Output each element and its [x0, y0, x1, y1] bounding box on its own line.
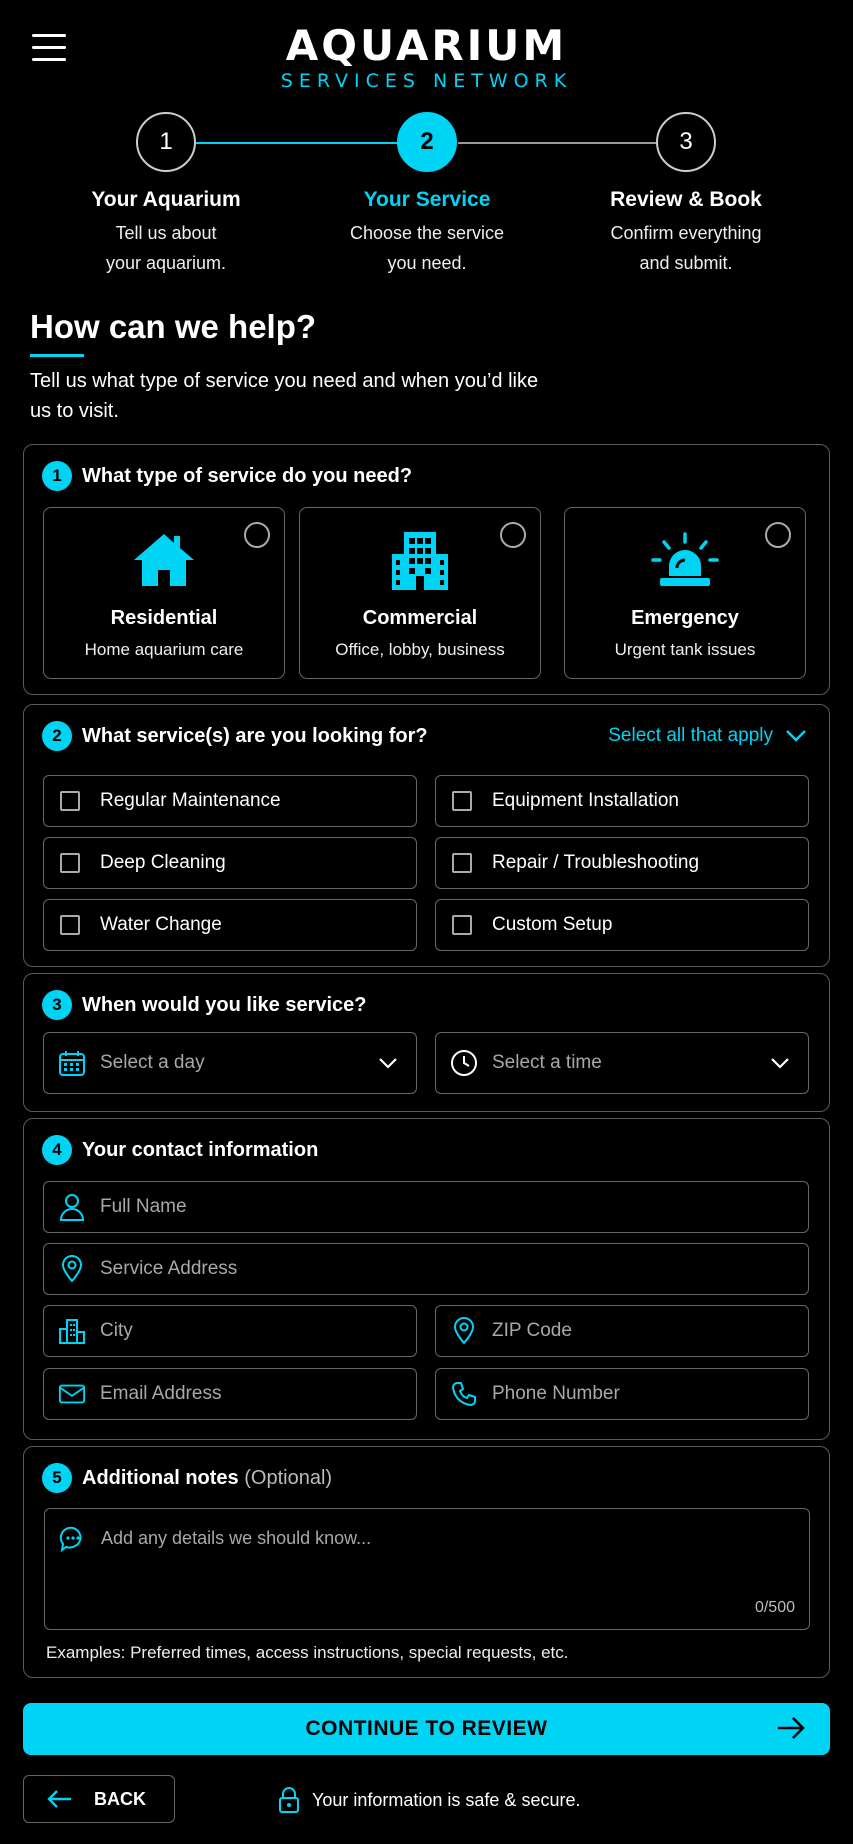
section-header — [42, 721, 428, 751]
address-input[interactable] — [43, 1243, 809, 1295]
chevron-down-icon — [378, 1057, 398, 1069]
select-all-toggle[interactable] — [608, 725, 807, 747]
step-title: Your Service — [363, 188, 491, 211]
chevron-down-icon — [785, 729, 807, 743]
section-title: Additional notes (Optional) — [82, 1466, 333, 1489]
house-icon — [44, 530, 284, 594]
service-type-emergency[interactable] — [564, 507, 806, 679]
siren-icon — [565, 530, 805, 594]
security-text: Your information is safe & secure. — [312, 1789, 581, 1810]
checkbox-label: Water Change — [100, 914, 222, 935]
step-desc: Confirm everything and submit. — [610, 223, 762, 273]
tile-desc: Office, lobby, business — [335, 640, 505, 659]
day-select[interactable] — [43, 1032, 417, 1094]
back-button[interactable] — [23, 1775, 175, 1823]
section-number: 4 — [42, 1135, 72, 1165]
section-title: What type of service do you need? — [82, 464, 413, 487]
chat-bubble-icon — [59, 1525, 87, 1558]
progress-stepper — [0, 112, 853, 282]
tile-name: Commercial — [362, 607, 478, 629]
checkbox[interactable] — [60, 853, 80, 873]
checkbox-label: Repair / Troubleshooting — [492, 852, 700, 873]
service-type-card — [23, 444, 830, 695]
building-icon — [300, 530, 540, 594]
section-header — [42, 1135, 318, 1165]
section-title: When would you like service? — [82, 993, 367, 1016]
tile-name: Emergency — [631, 607, 739, 629]
step-your-service[interactable] — [317, 112, 537, 278]
step-number: 2 — [397, 112, 457, 172]
checkbox-label: Equipment Installation — [492, 790, 679, 811]
envelope-icon — [58, 1380, 86, 1408]
zip-placeholder: ZIP Code — [492, 1320, 572, 1341]
checkbox[interactable] — [60, 791, 80, 811]
logo — [0, 21, 853, 92]
section-number: 1 — [42, 461, 72, 491]
section-number: 3 — [42, 990, 72, 1020]
step-number: 1 — [136, 112, 196, 172]
section-title: Your contact information — [82, 1138, 319, 1161]
security-note — [278, 1786, 580, 1814]
city-placeholder: City — [100, 1320, 133, 1341]
email-input[interactable] — [43, 1368, 417, 1420]
title-underline — [30, 354, 84, 357]
checkbox[interactable] — [452, 791, 472, 811]
checkbox-label: Regular Maintenance — [100, 790, 281, 811]
full-name-input[interactable] — [43, 1181, 809, 1233]
services-card — [23, 704, 830, 967]
address-placeholder: Service Address — [100, 1258, 238, 1279]
checkbox-custom-setup[interactable] — [435, 899, 809, 951]
checkbox[interactable] — [60, 915, 80, 935]
continue-label: CONTINUE TO REVIEW — [305, 1717, 548, 1740]
user-icon — [58, 1193, 86, 1221]
step-review-book[interactable] — [576, 112, 796, 278]
checkbox[interactable] — [452, 853, 472, 873]
section-header — [42, 461, 412, 491]
location-pin-icon — [58, 1255, 86, 1283]
back-label: BACK — [94, 1788, 146, 1809]
checkbox-regular-maintenance[interactable] — [43, 775, 417, 827]
step-desc: Choose the service you need. — [349, 223, 505, 273]
section-number: 5 — [42, 1463, 72, 1493]
checkbox[interactable] — [452, 915, 472, 935]
step-title: Your Aquarium — [91, 188, 241, 211]
arrow-right-icon — [776, 1715, 806, 1741]
section-header — [42, 990, 367, 1020]
checkbox-label: Deep Cleaning — [100, 852, 226, 873]
time-placeholder: Select a time — [492, 1052, 602, 1073]
step-title: Review & Book — [610, 188, 762, 211]
arrow-left-icon — [46, 1789, 72, 1809]
tile-desc: Urgent tank issues — [614, 640, 756, 659]
page-intro: Tell us what type of service you need and when you’d like us to visit. — [30, 370, 539, 422]
service-type-residential[interactable] — [43, 507, 285, 679]
notes-card — [23, 1446, 830, 1678]
schedule-card — [23, 973, 830, 1112]
phone-icon — [450, 1380, 478, 1408]
service-type-commercial[interactable] — [299, 507, 541, 679]
step-number: 3 — [656, 112, 716, 172]
checkbox-deep-cleaning[interactable] — [43, 837, 417, 889]
contact-card — [23, 1118, 830, 1440]
day-placeholder: Select a day — [100, 1052, 205, 1073]
step-desc: Tell us about your aquarium. — [105, 223, 227, 273]
zip-input[interactable] — [435, 1305, 809, 1357]
notes-textarea[interactable] — [44, 1508, 810, 1630]
phone-input[interactable] — [435, 1368, 809, 1420]
lock-icon — [278, 1786, 300, 1814]
logo-main: AQUARIUM — [285, 21, 568, 70]
tile-desc: Home aquarium care — [84, 640, 244, 659]
email-placeholder: Email Address — [100, 1383, 222, 1404]
logo-sub: SERVICES NETWORK — [280, 70, 573, 92]
checkbox-label: Custom Setup — [492, 914, 613, 935]
time-select[interactable] — [435, 1032, 809, 1094]
checkbox-equipment-installation[interactable] — [435, 775, 809, 827]
page-title: How can we help? — [30, 308, 317, 345]
section-number: 2 — [42, 721, 72, 751]
section-title: What service(s) are you looking for? — [82, 724, 428, 747]
step-your-aquarium[interactable] — [56, 112, 276, 278]
notes-placeholder: Add any details we should know... — [101, 1528, 372, 1548]
continue-button[interactable] — [23, 1703, 830, 1755]
phone-placeholder: Phone Number — [492, 1383, 620, 1404]
city-icon — [58, 1317, 86, 1345]
tile-name: Residential — [110, 607, 218, 629]
section-header — [42, 1463, 332, 1493]
character-count: 0/500 — [754, 1599, 795, 1616]
checkbox-repair-troubleshooting[interactable] — [435, 837, 809, 889]
clock-icon — [450, 1049, 478, 1077]
city-input[interactable] — [43, 1305, 417, 1357]
select-all-label: Select all that apply — [608, 725, 773, 746]
location-pin-icon — [450, 1317, 478, 1345]
checkbox-water-change[interactable] — [43, 899, 417, 951]
calendar-icon — [58, 1049, 86, 1077]
chevron-down-icon — [770, 1057, 790, 1069]
full-name-placeholder: Full Name — [100, 1196, 187, 1217]
notes-examples: Examples: Preferred times, access instructions, special requests, etc. — [46, 1643, 569, 1662]
